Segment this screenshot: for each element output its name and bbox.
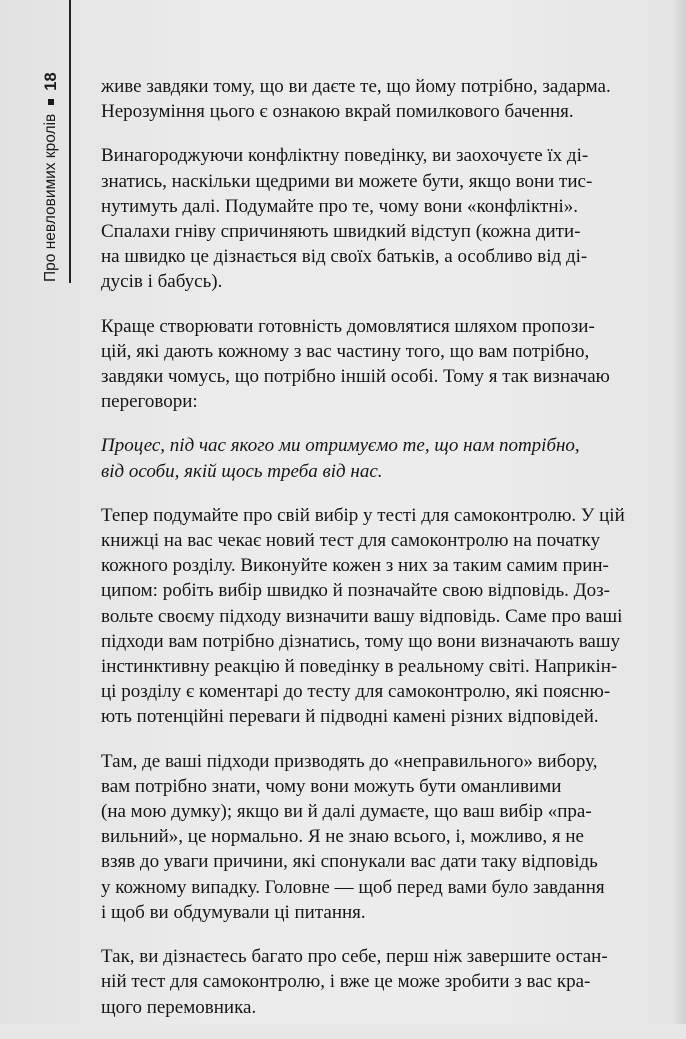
running-head-rule xyxy=(69,0,71,283)
page-number: 18 xyxy=(41,72,60,91)
paragraph-5: Тепер подумайте про свій вибір у тесті для самоконтролю. У цій книжці на вас чекає новий тест для самоконтролю на початку кожного розділу. Виконуйте кожен з них за таким самим прин- ципом: робіть вибір швидко й позначайте свою відповідь. Доз- вольте своєму підходу визначити вашу відповідь. Саме про ваші підходи вам потрібно дізнатись, тому що вони визначають вашу інстинктивну реакцію й поведінку в реальному світі. Наприкін- ці розділу є коментарі до тесту для самоконтролю, які поясню- ють потенційні переваги й підводні камені різних відповідей. xyxy=(101,504,625,728)
page-edge-shadow xyxy=(672,0,686,1024)
square-bullet-icon xyxy=(48,99,54,105)
paragraph-3: Краще створювати готовність домовлятися шляхом пропози- цій, які дають кожному з вас частину того, що вам потрібно, завдяки чомусь, що потрібно іншій особі. Тому я так визначаю переговори: xyxy=(101,315,610,413)
paragraph-6: Там, де ваші підходи призводять до «неправильного» вибору, вам потрібно знати, чому вони можуть бути оманливими (на мою думку); якщо ви й далі думаєте, що ваш вибір «пра- вильний», це нормально. Я не знаю всього, і, можливо, я не взяв до уваги причини, які спонукали вас дати таку відповідь у кожному випадку. Головне — щоб перед вами було завдання і щоб ви обдумували ці питання. xyxy=(101,750,605,923)
running-head-title: Про невловимих кролів xyxy=(42,113,59,282)
paragraph-7: Так, ви дізнаєтесь багато про себе, перш ніж завершите остан- ній тест для самоконтролю, і вже це може зробити з вас кра- щого перемовника. xyxy=(101,946,608,1018)
paragraph-1: живе завдяки тому, що ви даєте те, що йому потрібно, задарма. Нерозуміння цього є ознакою вкрай помилкового бачення. xyxy=(101,76,611,123)
paragraph-2: Винагороджуючи конфліктну поведінку, ви заохочуєте їх ді- знатись, наскільки щедрими ви можете бути, якщо вони тис- нутимуть далі. Подумайте про те, чому вони «конфліктні». Спалахи гніву спричиняють швидкий відступ (кожна дити- на швидко це дізнається від своїх батьків, а особливо від ді- дусів і бабусь). xyxy=(101,145,593,293)
running-head xyxy=(38,70,64,282)
body-text xyxy=(101,74,647,1039)
definition-quote: Процес, під час якого ми отримуємо те, що нам потрібно, від особи, якій щось треба від нас. xyxy=(101,435,580,482)
